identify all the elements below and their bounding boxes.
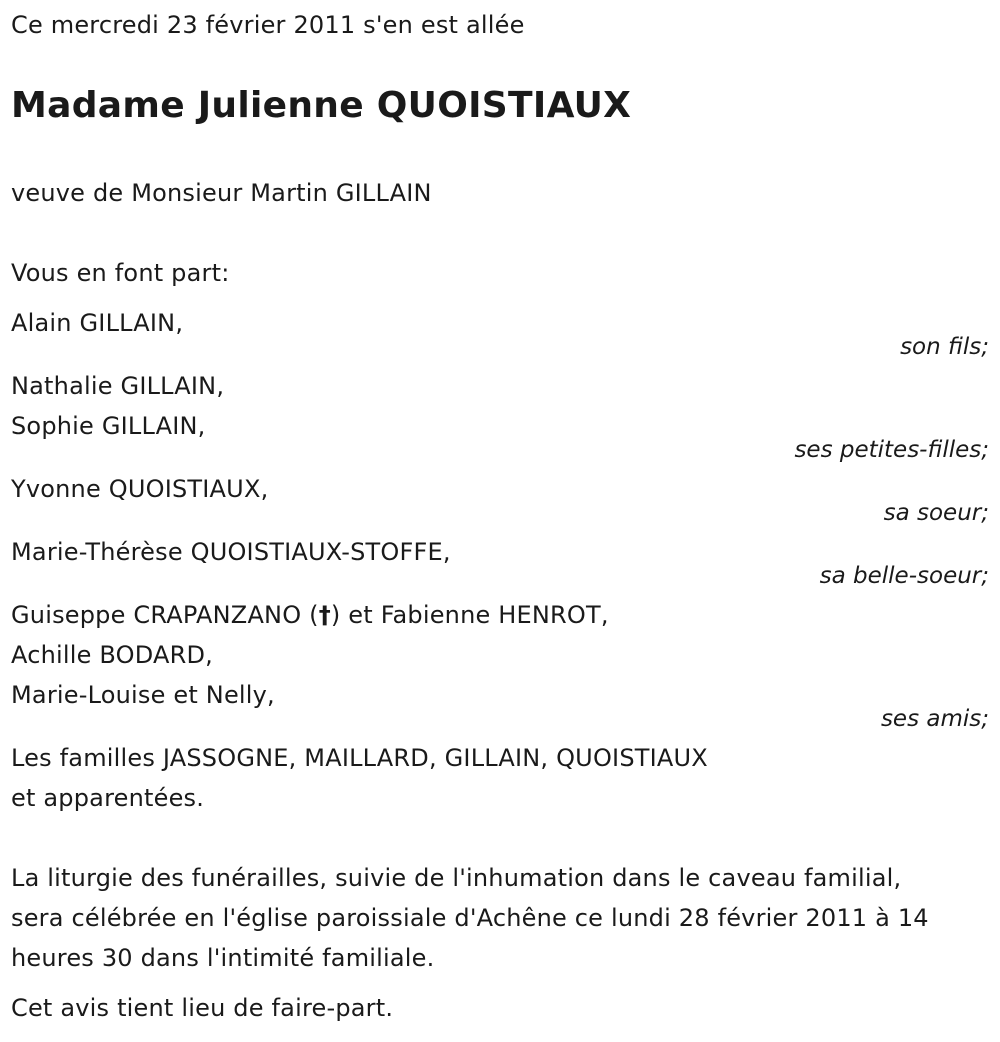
intro-line: Ce mercredi 23 février 2011 s'en est allée: [11, 11, 525, 39]
deceased-name: Madame Julienne QUOISTIAUX: [11, 85, 632, 126]
friend-name-part: Guiseppe CRAPANZANO (: [11, 601, 319, 629]
widow-of-line: veuve de Monsieur Martin GILLAIN: [11, 179, 432, 207]
family-member: Nathalie GILLAIN,: [11, 372, 225, 400]
family-member: Yvonne QUOISTIAUX,: [11, 475, 269, 503]
family-member: Marie-Louise et Nelly,: [11, 681, 275, 709]
liturgy-line: sera célébrée en l'église paroissiale d'Achêne ce lundi 28 février 2011 à 14: [11, 904, 929, 932]
family-member: Marie-Thérèse QUOISTIAUX-STOFFE,: [11, 538, 451, 566]
announce-line: Vous en font part:: [11, 259, 230, 287]
families-line: et apparentées.: [11, 784, 205, 812]
liturgy-line: La liturgie des funérailles, suivie de l'inhumation dans le caveau familial,: [11, 864, 902, 892]
family-member: Alain GILLAIN,: [11, 309, 184, 337]
liturgy-line: heures 30 dans l'intimité familiale.: [11, 944, 435, 972]
relation-label: ses amis;: [880, 706, 989, 732]
relation-label: sa belle-soeur;: [819, 563, 989, 589]
cross-icon: †: [318, 601, 331, 629]
relation-label: sa soeur;: [883, 500, 989, 526]
family-member: Achille BODARD,: [11, 641, 213, 669]
relation-label: son fils;: [900, 334, 989, 360]
family-member: Sophie GILLAIN,: [11, 412, 206, 440]
family-member: [11, 600, 609, 630]
closing-line: Cet avis tient lieu de faire-part.: [11, 994, 394, 1022]
friend-name-part: ) et Fabienne HENROT,: [330, 601, 609, 629]
families-line: Les familles JASSOGNE, MAILLARD, GILLAIN, QUOISTIAUX: [11, 744, 708, 772]
relation-label: ses petites-filles;: [794, 437, 989, 463]
